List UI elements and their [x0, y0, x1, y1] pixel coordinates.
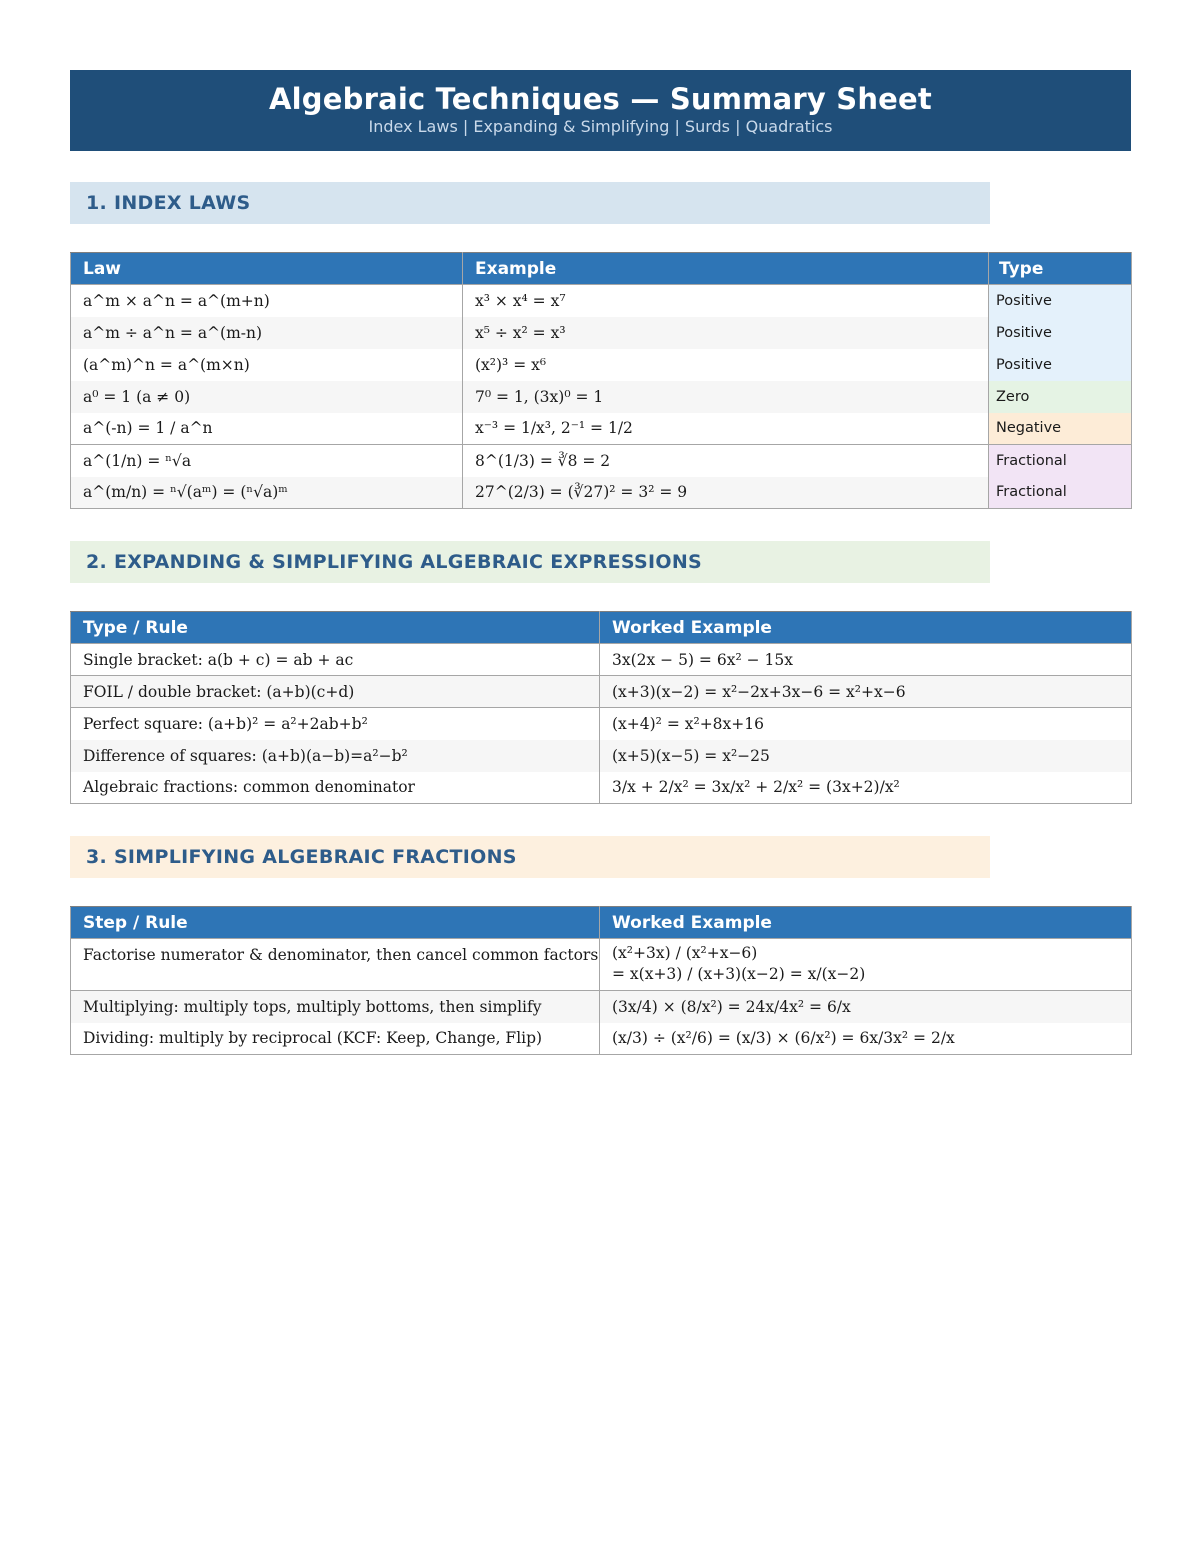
example-cell: 3/x + 2/x² = 3x/x² + 2/x² = (3x+2)/x²	[600, 772, 1132, 804]
law-cell: a^m ÷ a^n = a^(m-n)	[71, 317, 463, 349]
example-cell: x³ × x⁴ = x⁷	[463, 285, 989, 317]
column-header-example: Example	[463, 253, 989, 285]
column-header-law: Law	[71, 253, 463, 285]
example-cell: (3x/4) × (8/x²) = 24x/4x² = 6/x	[600, 991, 1132, 1023]
table-row	[71, 381, 1132, 413]
index-laws-table	[70, 252, 1132, 509]
example-cell: (x+3)(x−2) = x²−2x+3x−6 = x²+x−6	[600, 676, 1132, 708]
table-row	[71, 991, 1132, 1023]
table-row	[71, 413, 1132, 445]
rule-cell: FOIL / double bracket: (a+b)(c+d)	[71, 676, 600, 708]
section-heading-index-laws: 1. INDEX LAWS	[70, 182, 990, 224]
table-row	[71, 772, 1132, 804]
example-cell: x⁻³ = 1/x³, 2⁻¹ = 1/2	[463, 413, 989, 445]
table-row	[71, 285, 1132, 317]
example-cell	[600, 939, 1132, 991]
example-line-2: = x(x+3) / (x+3)(x−2) = x/(x−2)	[612, 965, 866, 983]
type-badge: Fractional	[989, 445, 1132, 477]
law-cell: (a^m)^n = a^(m×n)	[71, 349, 463, 381]
table-row	[71, 939, 1132, 991]
table-row	[71, 644, 1132, 676]
table-row	[71, 349, 1132, 381]
table-header-row	[71, 253, 1132, 285]
page-subtitle: Index Laws | Expanding & Simplifying | Surds | Quadratics	[368, 117, 833, 136]
fractions-table	[70, 906, 1132, 1055]
table-header-row	[71, 907, 1132, 939]
summary-sheet	[70, 70, 1131, 1055]
example-cell: (x/3) ÷ (x²/6) = (x/3) × (6/x²) = 6x/3x² = 2/x	[600, 1023, 1132, 1055]
law-cell: a^m × a^n = a^(m+n)	[71, 285, 463, 317]
rule-cell: Multiplying: multiply tops, multiply bottoms, then simplify	[71, 991, 600, 1023]
rule-cell: Factorise numerator & denominator, then cancel common factors	[71, 939, 600, 991]
table-row	[71, 708, 1132, 740]
column-header-step: Step / Rule	[71, 907, 600, 939]
example-cell: (x²)³ = x⁶	[463, 349, 989, 381]
law-cell: a⁰ = 1 (a ≠ 0)	[71, 381, 463, 413]
example-cell: 3x(2x − 5) = 6x² − 15x	[600, 644, 1132, 676]
example-cell: 8^(1/3) = ∛8 = 2	[463, 445, 989, 477]
type-badge: Positive	[989, 349, 1132, 381]
rule-cell: Algebraic fractions: common denominator	[71, 772, 600, 804]
type-badge: Fractional	[989, 477, 1132, 509]
law-cell: a^(1/n) = ⁿ√a	[71, 445, 463, 477]
table-row	[71, 445, 1132, 477]
title-banner	[70, 70, 1131, 151]
section-heading-fractions: 3. SIMPLIFYING ALGEBRAIC FRACTIONS	[70, 836, 990, 878]
law-cell: a^(m/n) = ⁿ√(aᵐ) = (ⁿ√a)ᵐ	[71, 477, 463, 509]
column-header-rule: Type / Rule	[71, 612, 600, 644]
table-row	[71, 676, 1132, 708]
rule-cell: Dividing: multiply by reciprocal (KCF: Keep, Change, Flip)	[71, 1023, 600, 1055]
example-cell: 27^(2/3) = (∛27)² = 3² = 9	[463, 477, 989, 509]
column-header-type: Type	[989, 253, 1132, 285]
rule-cell: Perfect square: (a+b)² = a²+2ab+b²	[71, 708, 600, 740]
example-cell: 7⁰ = 1, (3x)⁰ = 1	[463, 381, 989, 413]
example-cell: (x+5)(x−5) = x²−25	[600, 740, 1132, 772]
table-row	[71, 477, 1132, 509]
expanding-table	[70, 611, 1132, 804]
table-row	[71, 317, 1132, 349]
section-heading-expanding: 2. EXPANDING & SIMPLIFYING ALGEBRAIC EXPRESSIONS	[70, 541, 990, 583]
rule-cell: Difference of squares: (a+b)(a−b)=a²−b²	[71, 740, 600, 772]
column-header-worked-example: Worked Example	[600, 612, 1132, 644]
type-badge: Positive	[989, 317, 1132, 349]
type-badge: Negative	[989, 413, 1132, 445]
example-cell: (x+4)² = x²+8x+16	[600, 708, 1132, 740]
type-badge: Zero	[989, 381, 1132, 413]
law-cell: a^(-n) = 1 / a^n	[71, 413, 463, 445]
page-title: Algebraic Techniques — Summary Sheet	[269, 82, 932, 116]
table-row	[71, 740, 1132, 772]
table-row	[71, 1023, 1132, 1055]
column-header-worked-example: Worked Example	[600, 907, 1132, 939]
example-cell: x⁵ ÷ x² = x³	[463, 317, 989, 349]
table-header-row	[71, 612, 1132, 644]
type-badge: Positive	[989, 285, 1132, 317]
rule-cell: Single bracket: a(b + c) = ab + ac	[71, 644, 600, 676]
example-line-1: (x²+3x) / (x²+x−6)	[612, 944, 758, 962]
